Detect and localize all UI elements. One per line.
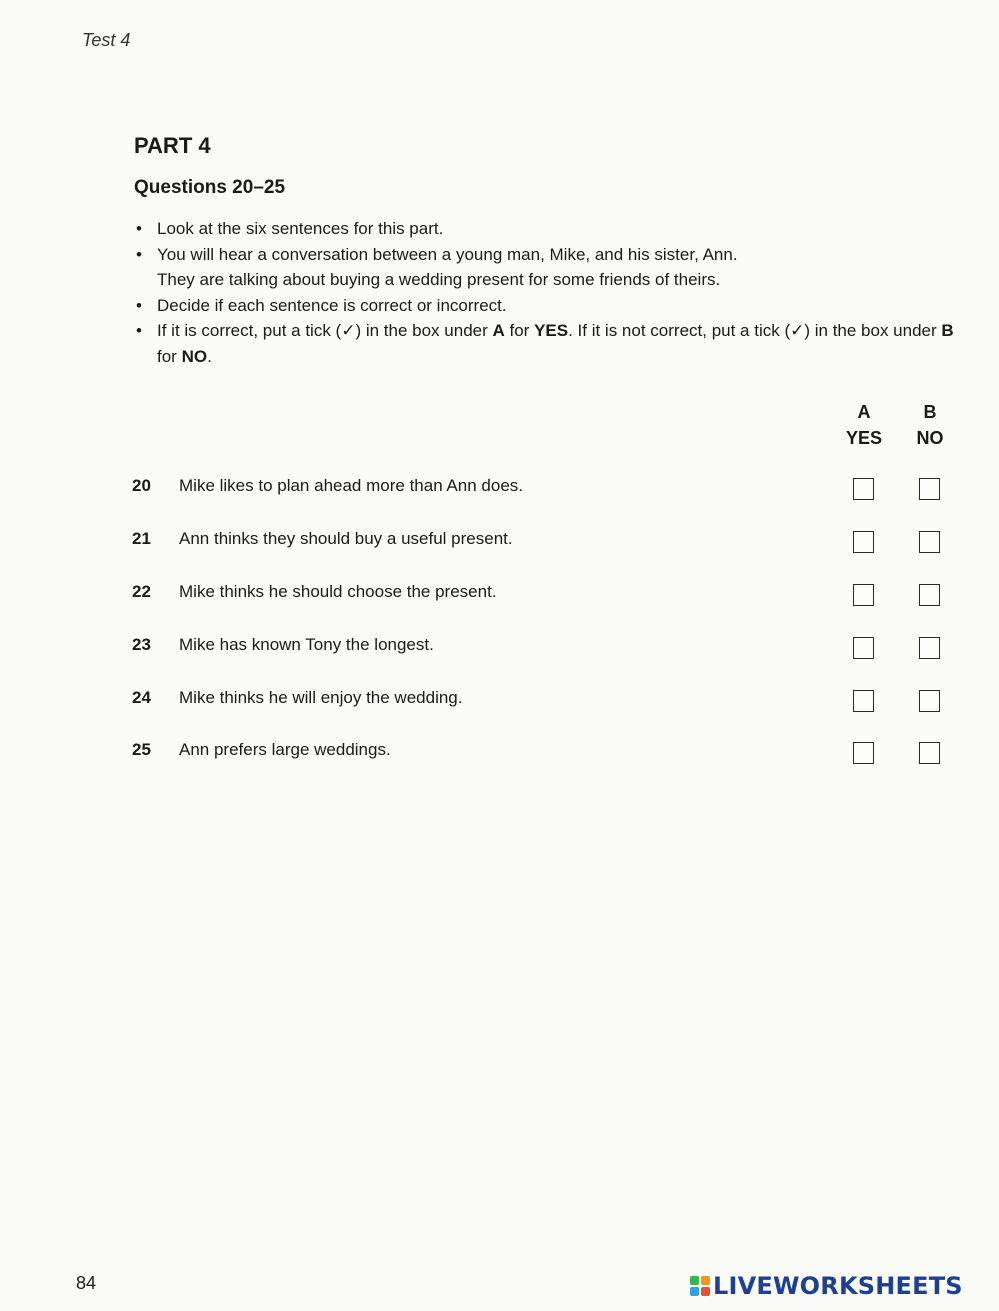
question-text: Mike thinks he should choose the present. [179, 582, 497, 601]
column-b-letter: B [923, 402, 937, 422]
question-number: 24 [132, 688, 151, 707]
answer-box-no[interactable] [919, 531, 940, 553]
column-header-a [834, 399, 894, 451]
logo-mark-tile [690, 1276, 699, 1285]
answer-box-yes[interactable] [853, 584, 874, 606]
logo-mark-tile [701, 1276, 710, 1285]
question-text: Ann prefers large weddings. [179, 740, 391, 759]
answer-box-no[interactable] [919, 637, 940, 659]
questions-heading: Questions 20–25 [134, 177, 286, 198]
question-text: Mike has known Tony the longest. [179, 635, 434, 654]
logo-mark-tile [690, 1287, 699, 1296]
question-number: 21 [132, 529, 151, 548]
question-text: Ann thinks they should buy a useful present. [179, 529, 513, 548]
question-row [132, 582, 952, 622]
question-number: 25 [132, 740, 151, 759]
instructions-list [134, 216, 954, 369]
instruction-item: • Decide if each sentence is correct or incorrect. [134, 293, 954, 319]
part-title: PART 4 [134, 133, 211, 158]
answer-box-yes[interactable] [853, 742, 874, 764]
question-number: 22 [132, 582, 151, 601]
column-b-label: NO [916, 428, 944, 448]
question-text: Mike likes to plan ahead more than Ann does. [179, 476, 523, 495]
question-text: Mike thinks he will enjoy the wedding. [179, 688, 463, 707]
answer-box-yes[interactable] [853, 531, 874, 553]
question-number: 20 [132, 476, 151, 495]
answer-box-no[interactable] [919, 690, 940, 712]
answer-box-yes[interactable] [853, 690, 874, 712]
answer-box-no[interactable] [919, 742, 940, 764]
question-row [132, 635, 952, 675]
logo-text: LIVEWORKSHEETS [713, 1272, 963, 1300]
instruction-item: • If it is correct, put a tick (✓) in the box under A for YES. If it is not correct, put a tick (✓) in the box under B for NO. [134, 318, 954, 369]
instruction-item: • Look at the six sentences for this part. [134, 216, 954, 242]
answer-box-no[interactable] [919, 478, 940, 500]
answer-box-no[interactable] [919, 584, 940, 606]
question-row [132, 688, 952, 728]
logo-mark-tile [701, 1287, 710, 1296]
instruction-item: • You will hear a conversation between a young man, Mike, and his sister, Ann. They are talking about buying a wedding present for some friends of theirs. [134, 242, 954, 293]
logo-mark-icon [690, 1276, 710, 1296]
question-row [132, 476, 952, 516]
running-header: Test 4 [82, 30, 131, 50]
liveworksheets-logo [690, 1271, 963, 1301]
page-number: 84 [76, 1273, 97, 1293]
column-a-letter: A [857, 402, 871, 422]
column-header-b [900, 399, 960, 451]
question-row [132, 529, 952, 569]
answer-box-yes[interactable] [853, 637, 874, 659]
column-a-label: YES [845, 428, 883, 448]
question-number: 23 [132, 635, 151, 654]
answer-box-yes[interactable] [853, 478, 874, 500]
question-row [132, 740, 952, 780]
